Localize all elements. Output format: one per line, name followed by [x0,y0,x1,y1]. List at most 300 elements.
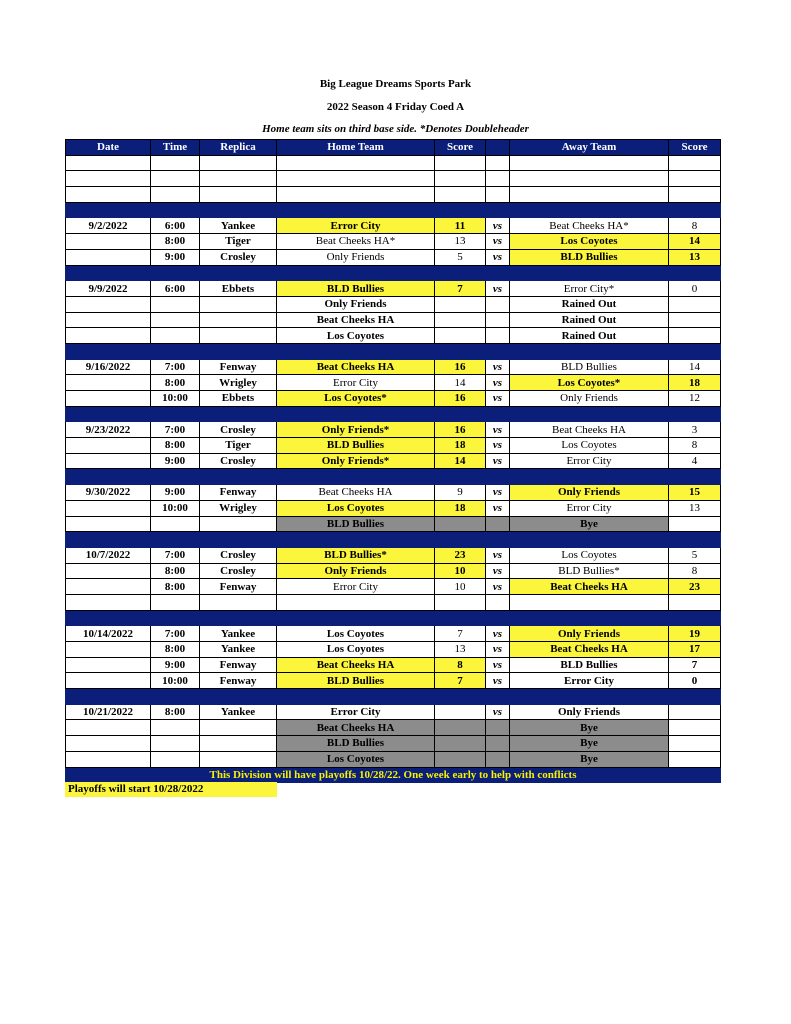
empty-cell [66,594,151,610]
away-score-cell: 13 [669,500,721,516]
empty-cell [277,171,435,187]
away-team-cell: BLD Bullies [510,359,669,375]
game-row [66,453,721,469]
away-score-cell: 8 [669,218,721,234]
home-score-cell: 7 [435,673,486,689]
away-team-cell: BLD Bullies [510,249,669,265]
separator-cell [66,202,721,218]
time-cell: 8:00 [151,642,200,658]
bye-row [66,751,721,767]
bye-row [66,516,721,532]
game-row [66,673,721,689]
replica-cell: Fenway [200,485,277,501]
away-team-cell: BLD Bullies* [510,563,669,579]
game-row [66,563,721,579]
empty-cell [486,187,510,203]
separator-cell [66,469,721,485]
replica-cell [200,736,277,752]
home-score-cell: 16 [435,422,486,438]
vs-cell: vs [486,579,510,595]
home-score-cell: 18 [435,500,486,516]
home-team-cell: Beat Cheeks HA [277,720,435,736]
home-score-cell: 10 [435,579,486,595]
home-team-cell: Only Friends* [277,453,435,469]
replica-cell: Fenway [200,673,277,689]
home-score-cell: 10 [435,563,486,579]
date-cell [66,391,151,407]
away-team-cell: Only Friends [510,626,669,642]
game-row [66,704,721,720]
home-score-cell [435,704,486,720]
replica-cell: Crosley [200,453,277,469]
away-team-cell: Only Friends [510,704,669,720]
playoffs-note: Playoffs will start 10/28/2022 [65,782,277,797]
date-cell [66,328,151,344]
empty-cell [435,187,486,203]
date-cell [66,438,151,454]
column-header: Home Team [277,140,435,156]
vs-cell: vs [486,438,510,454]
vs-cell: vs [486,626,510,642]
empty-cell [66,187,151,203]
replica-cell: Wrigley [200,500,277,516]
empty-cell [669,171,721,187]
vs-cell: vs [486,234,510,250]
time-cell: 10:00 [151,500,200,516]
time-cell: 9:00 [151,453,200,469]
bye-row [66,736,721,752]
home-score-cell [435,736,486,752]
blank-row [66,171,721,187]
date-cell [66,516,151,532]
empty-cell [277,155,435,171]
away-team-cell: Error City [510,453,669,469]
date-cell [66,579,151,595]
replica-cell [200,720,277,736]
replica-cell: Crosley [200,547,277,563]
vs-cell: vs [486,249,510,265]
home-team-cell: Only Friends [277,296,435,312]
vs-cell: vs [486,375,510,391]
away-score-cell: 19 [669,626,721,642]
away-team-cell: Los Coyotes [510,547,669,563]
home-team-cell: Beat Cheeks HA* [277,234,435,250]
time-cell: 8:00 [151,579,200,595]
game-row [66,312,721,328]
schedule-table [65,139,721,783]
home-score-cell [435,720,486,736]
empty-cell [486,594,510,610]
empty-cell [486,155,510,171]
separator-cell [66,689,721,705]
away-score-cell [669,296,721,312]
game-row [66,422,721,438]
vs-cell: vs [486,673,510,689]
replica-cell: Fenway [200,359,277,375]
column-header: Score [669,140,721,156]
away-team-cell: Los Coyotes [510,234,669,250]
replica-cell: Tiger [200,438,277,454]
replica-cell: Ebbets [200,391,277,407]
away-score-cell: 4 [669,453,721,469]
away-team-cell: Error City [510,500,669,516]
home-team-cell: Los Coyotes [277,328,435,344]
home-score-cell: 8 [435,657,486,673]
home-team-cell: BLD Bullies* [277,547,435,563]
home-score-cell [435,312,486,328]
column-header: Away Team [510,140,669,156]
game-row [66,579,721,595]
replica-cell: Yankee [200,704,277,720]
home-team-cell: BLD Bullies [277,736,435,752]
home-score-cell: 9 [435,485,486,501]
replica-cell: Yankee [200,218,277,234]
doubleheader-note: Home team sits on third base side. *Denotes Doubleheader [262,123,529,135]
home-score-cell: 7 [435,281,486,297]
home-score-cell: 23 [435,547,486,563]
home-team-cell: Error City [277,375,435,391]
game-row [66,485,721,501]
game-row [66,500,721,516]
time-cell [151,312,200,328]
replica-cell: Crosley [200,422,277,438]
week-separator [66,610,721,626]
empty-cell [510,187,669,203]
home-score-cell [435,751,486,767]
time-cell: 7:00 [151,359,200,375]
vs-cell [486,736,510,752]
week-separator [66,406,721,422]
home-team-cell: Los Coyotes [277,751,435,767]
vs-cell: vs [486,422,510,438]
vs-cell [486,751,510,767]
time-cell: 9:00 [151,657,200,673]
empty-cell [151,155,200,171]
home-team-cell: Los Coyotes* [277,391,435,407]
vs-cell: vs [486,500,510,516]
home-score-cell: 13 [435,642,486,658]
replica-cell: Fenway [200,657,277,673]
week-separator [66,265,721,281]
vs-cell [486,720,510,736]
home-team-cell: Error City [277,218,435,234]
away-score-cell: 18 [669,375,721,391]
time-cell [151,296,200,312]
away-score-cell [669,328,721,344]
home-score-cell [435,296,486,312]
vs-cell [486,516,510,532]
home-score-cell: 7 [435,626,486,642]
vs-cell: vs [486,485,510,501]
time-cell [151,720,200,736]
empty-cell [66,155,151,171]
home-score-cell: 14 [435,375,486,391]
game-row [66,438,721,454]
date-cell: 9/2/2022 [66,218,151,234]
date-cell: 9/9/2022 [66,281,151,297]
time-cell: 8:00 [151,234,200,250]
column-header [486,140,510,156]
replica-cell [200,296,277,312]
vs-cell: vs [486,642,510,658]
away-team-cell: Bye [510,751,669,767]
empty-cell [486,171,510,187]
blank-row [66,594,721,610]
empty-cell [200,155,277,171]
away-team-cell: Los Coyotes [510,438,669,454]
date-cell: 10/21/2022 [66,704,151,720]
week-separator [66,343,721,359]
empty-cell [669,155,721,171]
vs-cell: vs [486,547,510,563]
separator-cell [66,610,721,626]
game-row [66,218,721,234]
time-cell: 8:00 [151,704,200,720]
away-score-cell: 17 [669,642,721,658]
date-cell [66,657,151,673]
replica-cell: Crosley [200,249,277,265]
table-header-row [66,140,721,156]
time-cell: 10:00 [151,391,200,407]
date-cell [66,312,151,328]
replica-cell: Yankee [200,626,277,642]
time-cell: 7:00 [151,547,200,563]
time-cell: 8:00 [151,438,200,454]
home-score-cell [435,516,486,532]
time-cell [151,751,200,767]
game-row [66,657,721,673]
home-score-cell: 13 [435,234,486,250]
replica-cell: Wrigley [200,375,277,391]
empty-cell [435,594,486,610]
empty-cell [200,594,277,610]
empty-cell [669,594,721,610]
home-score-cell: 18 [435,438,486,454]
blank-row [66,187,721,203]
home-score-cell [435,328,486,344]
blank-row [66,155,721,171]
home-team-cell: BLD Bullies [277,281,435,297]
vs-cell: vs [486,218,510,234]
separator-cell [66,532,721,548]
game-row [66,642,721,658]
away-score-cell [669,720,721,736]
date-cell: 10/14/2022 [66,626,151,642]
vs-cell [486,296,510,312]
column-header: Score [435,140,486,156]
away-team-cell: Rained Out [510,312,669,328]
game-row [66,391,721,407]
date-cell: 9/30/2022 [66,485,151,501]
away-team-cell: Beat Cheeks HA [510,422,669,438]
date-cell [66,642,151,658]
empty-cell [510,594,669,610]
away-score-cell: 14 [669,234,721,250]
away-team-cell: Only Friends [510,485,669,501]
date-cell: 9/16/2022 [66,359,151,375]
replica-cell [200,312,277,328]
schedule-body [66,140,721,783]
empty-cell [66,171,151,187]
date-cell [66,673,151,689]
home-score-cell: 5 [435,249,486,265]
vs-cell [486,312,510,328]
away-team-cell: Bye [510,720,669,736]
time-cell [151,516,200,532]
away-score-cell [669,751,721,767]
empty-cell [151,171,200,187]
away-score-cell [669,736,721,752]
time-cell [151,736,200,752]
away-team-cell: Error City [510,673,669,689]
vs-cell: vs [486,657,510,673]
replica-cell: Fenway [200,579,277,595]
home-team-cell: Error City [277,704,435,720]
empty-cell [200,187,277,203]
home-team-cell: BLD Bullies [277,673,435,689]
empty-cell [277,187,435,203]
time-cell: 9:00 [151,485,200,501]
vs-cell: vs [486,453,510,469]
date-cell [66,375,151,391]
date-cell [66,234,151,250]
empty-cell [200,171,277,187]
date-cell [66,751,151,767]
home-team-cell: Only Friends* [277,422,435,438]
week-separator [66,689,721,705]
home-team-cell: Beat Cheeks HA [277,485,435,501]
home-team-cell: Beat Cheeks HA [277,312,435,328]
away-team-cell: Los Coyotes* [510,375,669,391]
empty-cell [151,187,200,203]
time-cell [151,328,200,344]
away-score-cell: 8 [669,563,721,579]
replica-cell: Tiger [200,234,277,250]
empty-cell [510,171,669,187]
home-team-cell: Beat Cheeks HA [277,359,435,375]
schedule-title: Big League Dreams Sports Park [319,78,472,90]
home-score-cell: 16 [435,359,486,375]
time-cell: 6:00 [151,281,200,297]
separator-cell [66,265,721,281]
away-team-cell: Beat Cheeks HA* [510,218,669,234]
away-score-cell: 14 [669,359,721,375]
separator-cell [66,406,721,422]
week-separator [66,469,721,485]
away-team-cell: Beat Cheeks HA [510,579,669,595]
game-row [66,281,721,297]
date-cell: 10/7/2022 [66,547,151,563]
week-separator [66,202,721,218]
replica-cell: Yankee [200,642,277,658]
date-cell [66,720,151,736]
away-team-cell: Rained Out [510,296,669,312]
vs-cell: vs [486,281,510,297]
replica-cell: Ebbets [200,281,277,297]
home-score-cell: 11 [435,218,486,234]
game-row [66,249,721,265]
empty-cell [277,594,435,610]
date-cell [66,453,151,469]
away-score-cell: 5 [669,547,721,563]
empty-cell [510,155,669,171]
time-cell: 6:00 [151,218,200,234]
away-team-cell: BLD Bullies [510,657,669,673]
away-score-cell: 13 [669,249,721,265]
date-cell: 9/23/2022 [66,422,151,438]
empty-cell [669,187,721,203]
date-cell [66,296,151,312]
home-team-cell: Only Friends [277,563,435,579]
game-row [66,375,721,391]
home-team-cell: Los Coyotes [277,500,435,516]
away-team-cell: Error City* [510,281,669,297]
vs-cell: vs [486,704,510,720]
time-cell: 8:00 [151,375,200,391]
separator-cell [66,343,721,359]
replica-cell [200,516,277,532]
date-cell [66,500,151,516]
column-header: Replica [200,140,277,156]
week-separator [66,532,721,548]
column-header: Date [66,140,151,156]
date-cell [66,563,151,579]
game-row [66,547,721,563]
bye-row [66,720,721,736]
replica-cell [200,328,277,344]
vs-cell: vs [486,359,510,375]
home-team-cell: Only Friends [277,249,435,265]
away-score-cell: 3 [669,422,721,438]
home-team-cell: Los Coyotes [277,626,435,642]
home-score-cell: 16 [435,391,486,407]
vs-cell: vs [486,391,510,407]
game-row [66,328,721,344]
time-cell: 9:00 [151,249,200,265]
game-row [66,626,721,642]
away-score-cell: 12 [669,391,721,407]
away-team-cell: Beat Cheeks HA [510,642,669,658]
home-score-cell: 14 [435,453,486,469]
home-team-cell: BLD Bullies [277,516,435,532]
date-cell [66,736,151,752]
away-score-cell [669,704,721,720]
away-score-cell: 0 [669,281,721,297]
home-team-cell: Los Coyotes [277,642,435,658]
away-score-cell [669,312,721,328]
away-score-cell [669,516,721,532]
home-team-cell: BLD Bullies [277,438,435,454]
time-cell: 7:00 [151,422,200,438]
empty-cell [435,171,486,187]
away-team-cell: Only Friends [510,391,669,407]
away-score-cell: 7 [669,657,721,673]
away-score-cell: 8 [669,438,721,454]
replica-cell: Crosley [200,563,277,579]
date-cell [66,249,151,265]
empty-cell [435,155,486,171]
time-cell: 10:00 [151,673,200,689]
time-cell: 8:00 [151,563,200,579]
away-team-cell: Bye [510,516,669,532]
footer-row [66,767,721,783]
home-team-cell: Beat Cheeks HA [277,657,435,673]
game-row [66,234,721,250]
footer-banner: This Division will have playoffs 10/28/22. One week early to help with conflicts [66,767,721,783]
away-score-cell: 0 [669,673,721,689]
away-team-cell: Rained Out [510,328,669,344]
season-subtitle: 2022 Season 4 Friday Coed A [326,101,465,113]
